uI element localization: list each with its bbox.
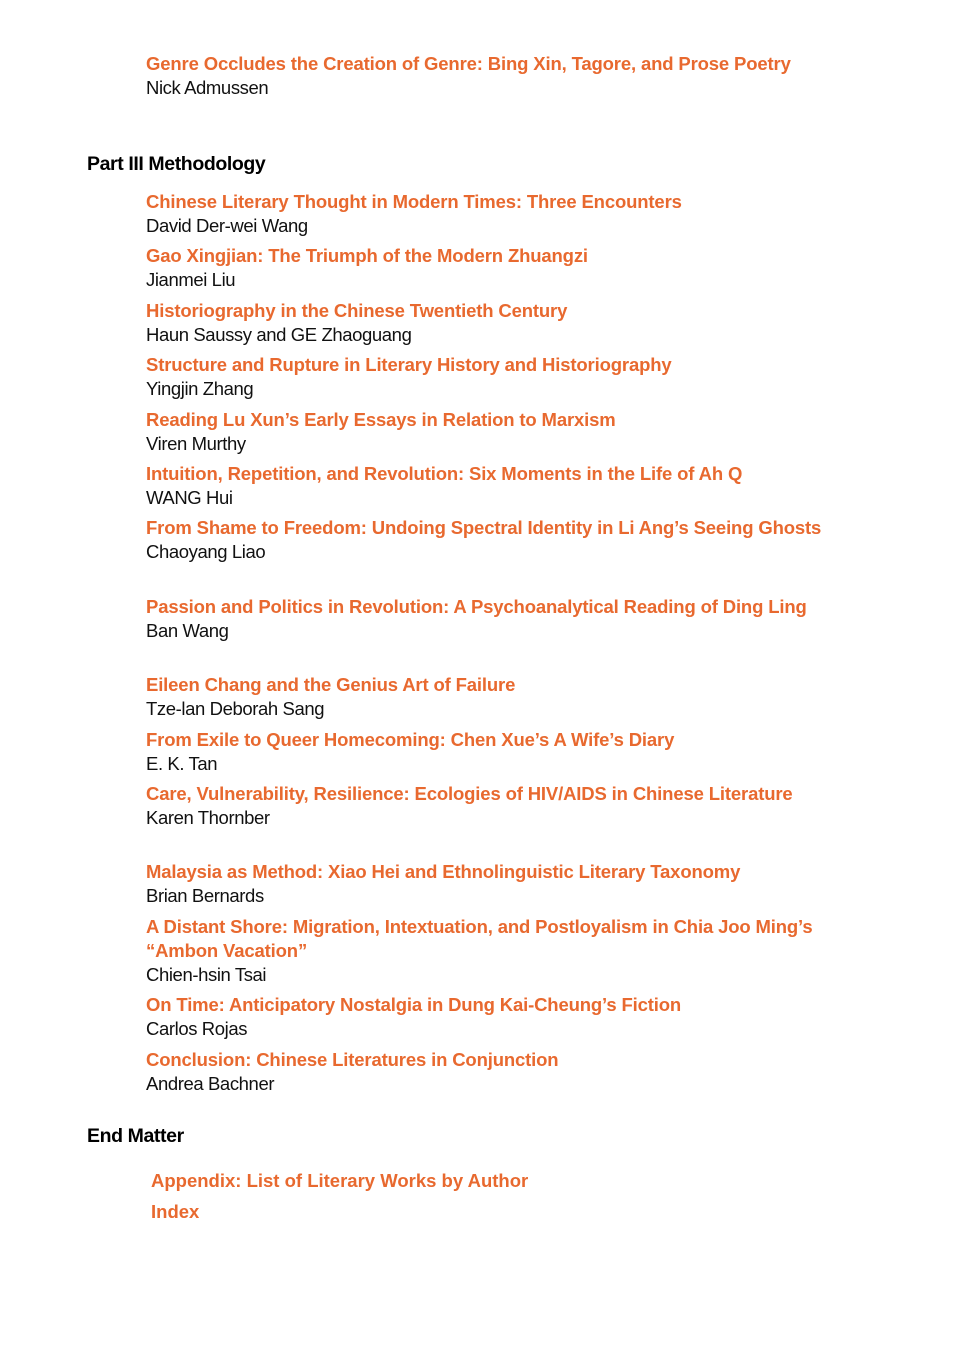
chapter-link[interactable]: Intuition, Repetition, and Revolution: Six Moments in the Life of Ah Q	[146, 463, 743, 484]
chapter-author: Andrea Bachner	[146, 1073, 275, 1094]
chapter-author: Chien-hsin Tsai	[146, 964, 267, 985]
toc-entry	[146, 190, 826, 238]
toc-entry	[146, 915, 826, 987]
chapter-author: Chaoyang Liao	[146, 541, 266, 562]
chapter-link[interactable]: Eileen Chang and the Genius Art of Failure	[146, 674, 516, 695]
chapter-link[interactable]: Historiography in the Chinese Twentieth Century	[146, 300, 568, 321]
chapter-author: Jianmei Liu	[146, 269, 236, 290]
chapter-link[interactable]: A Distant Shore: Migration, Intextuation, and Postloyalism in Chia Joo Ming’s “Ambon Vacation”	[146, 916, 813, 961]
chapter-link[interactable]: Chinese Literary Thought in Modern Times: Three Encounters	[146, 191, 682, 212]
chapter-author: Haun Saussy and GE Zhaoguang	[146, 324, 412, 345]
chapter-author: David Der-wei Wang	[146, 215, 308, 236]
chapter-author: Karen Thornber	[146, 807, 270, 828]
toc-entry	[146, 728, 826, 776]
appendix-link[interactable]: Appendix: List of Literary Works by Author	[151, 1170, 529, 1191]
chapter-link[interactable]: Genre Occludes the Creation of Genre: Bing Xin, Tagore, and Prose Poetry	[146, 53, 791, 74]
chapter-link[interactable]: From Exile to Queer Homecoming: Chen Xue’s A Wife’s Diary	[146, 729, 675, 750]
section-heading-end-matter: End Matter	[87, 1125, 184, 1147]
toc-entry	[146, 782, 826, 830]
toc-entry	[146, 462, 826, 510]
toc-entry	[146, 595, 826, 643]
chapter-link[interactable]: Malaysia as Method: Xiao Hei and Ethnolinguistic Literary Taxonomy	[146, 861, 741, 882]
chapter-author: Tze-lan Deborah Sang	[146, 698, 325, 719]
chapter-link[interactable]: From Shame to Freedom: Undoing Spectral Identity in Li Ang’s Seeing Ghosts	[146, 517, 822, 538]
chapter-author: Carlos Rojas	[146, 1018, 248, 1039]
chapter-link[interactable]: Care, Vulnerability, Resilience: Ecologies of HIV/AIDS in Chinese Literature	[146, 783, 793, 804]
toc-entry	[146, 299, 826, 347]
toc-entry	[146, 244, 826, 292]
chapter-author: Ban Wang	[146, 620, 229, 641]
chapter-author: E. K. Tan	[146, 753, 218, 774]
chapter-link[interactable]: Structure and Rupture in Literary History and Historiography	[146, 354, 672, 375]
toc-entry	[146, 673, 826, 721]
chapter-link[interactable]: Gao Xingjian: The Triumph of the Modern Zhuangzi	[146, 245, 588, 266]
toc-entry	[146, 408, 826, 456]
chapter-link[interactable]: Reading Lu Xun’s Early Essays in Relation to Marxism	[146, 409, 616, 430]
section-heading-part-iii: Part III Methodology	[87, 153, 266, 175]
toc-entry	[146, 353, 826, 401]
toc-entry	[146, 516, 826, 564]
toc-entry	[146, 993, 826, 1041]
toc-entry	[146, 860, 826, 908]
toc-entry	[146, 1048, 826, 1096]
index-link[interactable]: Index	[151, 1201, 200, 1222]
chapter-link[interactable]: Conclusion: Chinese Literatures in Conjunction	[146, 1049, 559, 1070]
chapter-author: Brian Bernards	[146, 885, 264, 906]
chapter-author: Viren Murthy	[146, 433, 246, 454]
chapter-link[interactable]: Passion and Politics in Revolution: A Psychoanalytical Reading of Ding Ling	[146, 596, 807, 617]
chapter-author: Yingjin Zhang	[146, 378, 254, 399]
chapter-author: WANG Hui	[146, 487, 233, 508]
chapter-author: Nick Admussen	[146, 77, 269, 98]
toc-entry	[146, 52, 826, 100]
chapter-link[interactable]: On Time: Anticipatory Nostalgia in Dung Kai-Cheung’s Fiction	[146, 994, 682, 1015]
